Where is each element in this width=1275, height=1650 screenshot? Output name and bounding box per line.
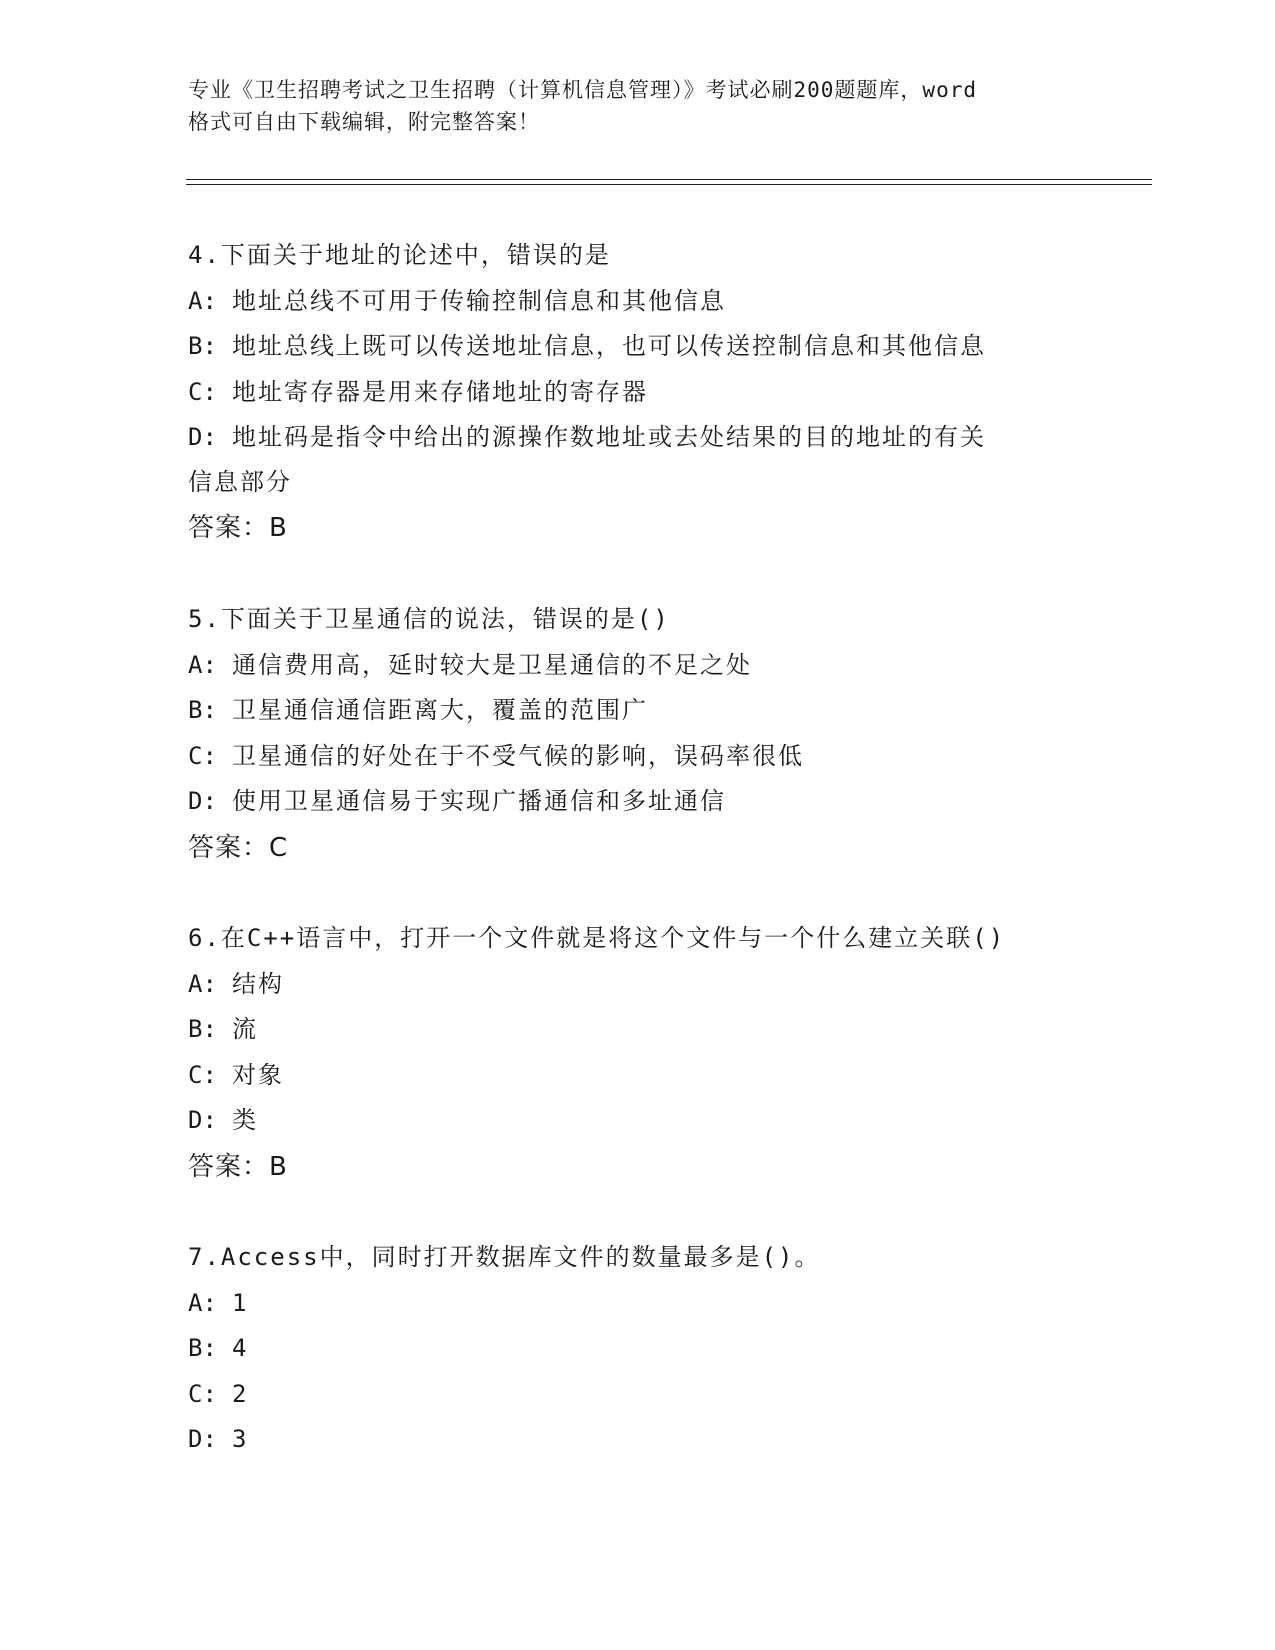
- option-text: 通信费用高，延时较大是卫星通信的不足之处: [232, 650, 752, 679]
- question-block: [188, 916, 1088, 1190]
- option-b: [188, 324, 1088, 370]
- answer-line: 答案：B: [188, 1151, 288, 1182]
- question-block: [188, 1235, 1088, 1463]
- option-key: A:: [188, 1288, 217, 1317]
- option-key: B:: [188, 1334, 217, 1362]
- option-a: [188, 643, 1088, 689]
- option-d: [188, 779, 1088, 825]
- option-d: [188, 1417, 1088, 1463]
- option-text: 地址寄存器是用来存储地址的寄存器: [232, 377, 648, 406]
- option-key: A:: [188, 650, 217, 679]
- option-key: C:: [188, 741, 217, 770]
- option-text: 卫星通信的好处在于不受气候的影响，误码率很低: [232, 741, 804, 770]
- option-key: D:: [188, 1425, 217, 1453]
- option-text: 使用卫星通信易于实现广播通信和多址通信: [232, 787, 726, 815]
- answer-line: 答案：C: [188, 832, 289, 863]
- option-a: [188, 1281, 1088, 1327]
- option-key: C:: [188, 1060, 217, 1089]
- header-divider-top: [186, 179, 1152, 180]
- question-block: [188, 597, 1088, 871]
- header-divider-bottom: [186, 184, 1152, 185]
- question-stem: 7.Access中，同时打开数据库文件的数量最多是()。: [188, 1243, 821, 1271]
- option-text: 对象: [232, 1060, 284, 1089]
- option-text: 1: [232, 1288, 249, 1317]
- option-key: B:: [188, 332, 217, 360]
- option-key: B:: [188, 696, 217, 724]
- option-text: 流: [232, 1015, 258, 1043]
- option-c: [188, 1053, 1088, 1099]
- option-text: 类: [232, 1106, 258, 1134]
- option-text: 2: [232, 1379, 249, 1408]
- option-text: 卫星通信通信距离大，覆盖的范围广: [232, 696, 648, 724]
- option-key: D:: [188, 1106, 217, 1134]
- option-key: C:: [188, 377, 217, 406]
- option-b: [188, 1007, 1088, 1053]
- option-b: [188, 688, 1088, 734]
- option-key: B:: [188, 1015, 217, 1043]
- option-key: D:: [188, 423, 217, 451]
- option-c: [188, 734, 1088, 780]
- document-header: 专业《卫生招聘考试之卫生招聘（计算机信息管理）》考试必刷200题题库，word 格式可自由下载编辑，附完整答案！: [188, 78, 977, 134]
- option-text: 地址码是指令中给出的源操作数地址或去处结果的目的地址的有关 信息部分: [188, 423, 986, 496]
- option-c: [188, 370, 1088, 416]
- option-key: A:: [188, 969, 217, 998]
- option-key: D:: [188, 787, 217, 815]
- option-text: 结构: [232, 969, 284, 998]
- question-stem: 4.下面关于地址的论述中，错误的是: [188, 241, 611, 269]
- option-d: [188, 415, 1088, 505]
- option-d: [188, 1098, 1088, 1144]
- option-text: 地址总线上既可以传送地址信息，也可以传送控制信息和其他信息: [232, 332, 986, 360]
- question-stem: 5.下面关于卫星通信的说法，错误的是(): [188, 605, 670, 633]
- option-text: 3: [232, 1425, 249, 1453]
- option-key: C:: [188, 1379, 217, 1408]
- option-c: [188, 1372, 1088, 1418]
- option-key: A:: [188, 286, 217, 315]
- question-stem: 6.在C++语言中，打开一个文件就是将这个文件与一个什么建立关联(): [188, 924, 1006, 952]
- option-a: [188, 279, 1088, 325]
- answer-line: 答案：B: [188, 513, 288, 543]
- option-text: 地址总线不可用于传输控制信息和其他信息: [232, 286, 726, 315]
- question-block: [188, 233, 1088, 551]
- option-b: [188, 1326, 1088, 1372]
- option-a: [188, 962, 1088, 1008]
- option-text: 4: [232, 1334, 249, 1362]
